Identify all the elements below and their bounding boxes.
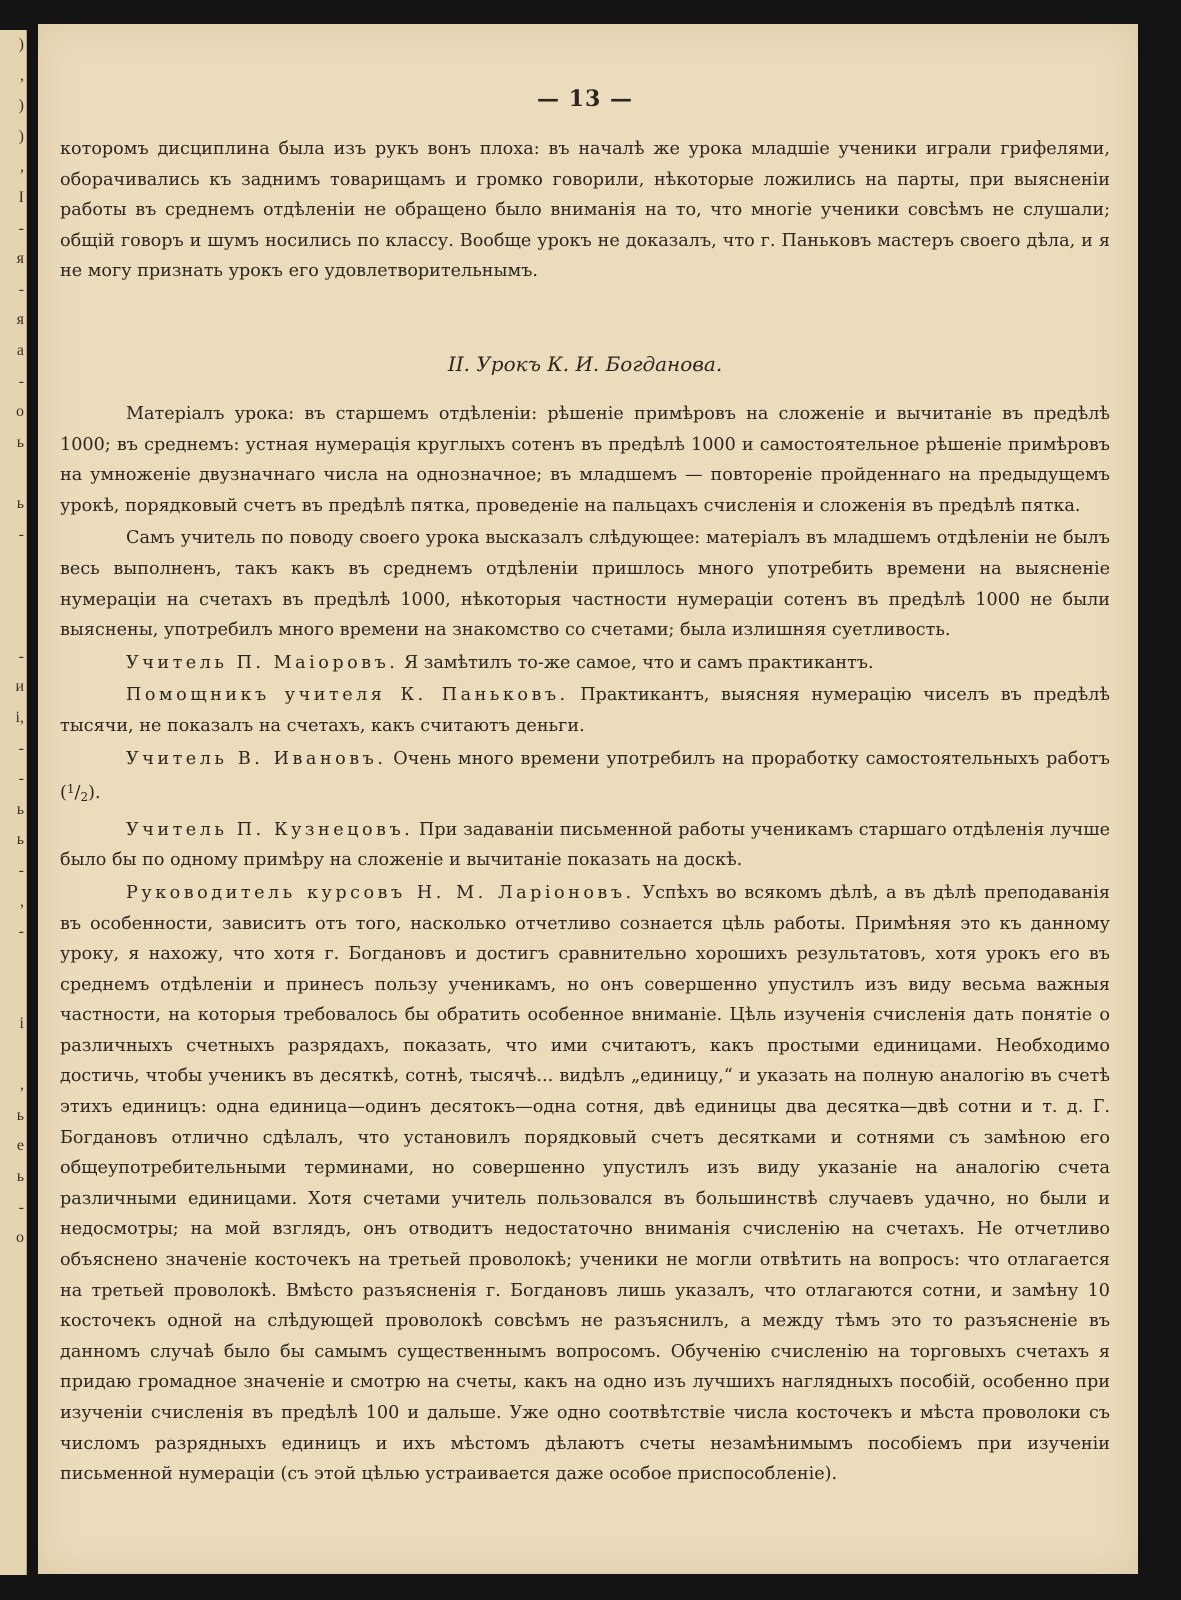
remark-text: Успѣхъ во всякомъ дѣлѣ, а въ дѣлѣ преподаванія въ особенности, зависитъ отъ того, насколько отчетливо сознается цѣль работы. Примѣняя это къ данному уроку, я нахожу, что хотя г. Богдановъ и достигъ сравнительно хорошихъ результатовъ, хотя урокъ его въ среднемъ отдѣленіи и принесъ пользу ученикамъ, но онъ совершенно упустилъ изъ виду весьма важныя частности, на которыя требовалось бы обратить особенное вниманіе. Цѣль изученія счисленія дать понятіе о различныхъ счетныхъ разрядахъ, показать, что ими считаютъ, какъ простыми единицами. Необходимо достичь, чтобы ученикъ въ десяткѣ, сотнѣ, тысячѣ... видѣлъ „единицу,“ и указать на полную аналогію въ счетѣ этихъ единицъ: одна единица—одинъ десятокъ—одна сотня, двѣ единицы два десятка—двѣ сотни и т. д. Г. Богдановъ отлично сдѣлалъ, что установилъ порядковый счетъ десятками и сотнями съ замѣною его общеупотребительными терминами, но совершенно упустилъ изъ виду указаніе на аналогію счета различными единицами. Хотя счетами учитель пользовался въ большинствѣ случаевъ удачно, но были и недосмотры; на мой взглядъ, онъ отводитъ недостаточно вниманія счисленію на счетахъ. Не отчетливо объяснено значеніе косточекъ на третьей проволокѣ; ученики не могли отвѣтить на вопросъ: что отлагается на третьей проволокѣ. Вмѣсто разъясненія г. Богдановъ лишь указалъ, что отлагаются сотни, и замѣну 10 косточекъ одной на слѣдующей проволокѣ совсѣмъ не разъяснилъ, а между тѣмъ это то разъясненіе въ данномъ случаѣ было бы самымъ существеннымъ вопросомъ. Обученію счисленію на торговыхъ счетахъ я придаю громадное значеніе и смотрю на счеты, какъ на одно изъ лучшихъ наглядныхъ пособій, особенно при изученіи счисленія въ предѣлѣ 100 и дальше. Уже одно соотвѣтствіе числа косточекъ и мѣста проволоки съ числомъ разрядныхъ единицъ и ихъ мѣстомъ дѣлаютъ счеты незамѣнимымъ пособіемъ при изученіи письменной нумераціи (съ этой цѣлью устраивается даже особое приспособленіе). <box>60 882 1110 1485</box>
remark-ivanov <box>60 744 1110 813</box>
section-title: II. Урокъ К. И. Богданова. <box>447 352 723 376</box>
edge-mark: , <box>20 66 24 84</box>
remark-text: Я замѣтилъ то-же самое, что и самъ практикантъ. <box>398 652 874 673</box>
edge-mark: - <box>18 647 24 665</box>
edge-mark: і <box>19 1015 24 1032</box>
page-number: — 13 — <box>537 86 633 112</box>
speaker-name: Учитель В. Ивановъ. <box>126 748 387 769</box>
edge-mark: - <box>18 862 24 880</box>
paragraph-material: Матеріалъ урока: въ старшемъ отдѣленіи: рѣшеніе примѣровъ на сложеніе и вычитаніе въ предѣлѣ 1000; въ среднемъ: устная нумерація круглыхъ сотенъ въ предѣлѣ 1000 и самостоятельное рѣшеніе примѣровъ на умноженіе двузначнаго числа на однозначное; въ младшемъ — повтореніе пройденнаго на предыдущемъ урокѣ, порядковый счетъ въ предѣлѣ пятка, проведеніе на пальцахъ счисленія и сложенія въ предѣлѣ пятка. <box>60 404 1110 516</box>
edge-mark: ь <box>16 433 24 451</box>
edge-mark: - <box>18 923 24 941</box>
edge-mark: - <box>18 525 24 543</box>
remark-tail: ). <box>88 783 101 804</box>
edge-mark: о <box>16 403 24 421</box>
remark-text: Практикантъ, выясняя нумерацію чиселъ въ предѣлѣ тысячи, не показалъ на счетахъ, какъ считаютъ деньги. <box>60 685 1110 736</box>
edge-mark: а <box>16 341 24 359</box>
adjacent-page-edge <box>0 30 27 1575</box>
speaker-name: Помощникъ учителя К. Паньковъ. <box>126 685 569 706</box>
edge-mark: я <box>16 250 24 268</box>
edge-mark <box>6 611 24 642</box>
remark-maiorov <box>60 648 1110 679</box>
edge-mark <box>6 550 24 581</box>
fraction-separator: / <box>74 783 81 804</box>
edge-mark: , <box>20 158 24 176</box>
edge-mark: - <box>18 1198 24 1216</box>
remark-kuznetsov <box>60 815 1110 876</box>
speaker-name: Учитель П. Кузнецовъ. <box>126 819 414 840</box>
edge-mark: ) <box>18 97 24 115</box>
remark-pankov <box>60 680 1110 741</box>
edge-mark: , <box>20 892 24 910</box>
edge-mark <box>6 458 24 489</box>
edge-mark: ь <box>16 800 24 818</box>
edge-mark: ь <box>16 494 24 512</box>
edge-mark: - <box>18 770 24 788</box>
edge-mark: ь <box>16 1167 24 1185</box>
edge-mark: I <box>18 188 24 206</box>
adjacent-page-marks <box>6 30 24 1575</box>
fraction-denominator: 2 <box>80 790 89 805</box>
remark-larionov <box>60 878 1110 1490</box>
edge-mark: я <box>16 311 24 329</box>
edge-mark <box>6 1040 24 1071</box>
edge-mark: - <box>18 739 24 757</box>
edge-mark: ) <box>18 36 24 53</box>
edge-mark: ь <box>16 1106 24 1124</box>
edge-mark <box>6 978 24 1009</box>
continued-paragraph: которомъ дисциплина была изъ рукъ вонъ плоха: въ началѣ же урока младшіе ученики играли грифелями, оборачивались къ заднимъ товарищамъ и громко говорили, нѣкоторые ложились на парты, при выясненіи работы въ среднемъ отдѣленіи не обращено было вниманія на то, что многіе ученики совсѣмъ не слушали; общій говоръ и шумъ носились по классу. Вообще урокъ не доказалъ, что г. Паньковъ мастеръ своего дѣла, и я не могу признать урокъ его удовлетворительнымъ. <box>60 139 1110 282</box>
edge-mark <box>6 581 24 612</box>
speaker-name: Учитель П. Маіоровъ. <box>126 652 399 673</box>
remark-text: При задаваніи письменной работы ученикамъ старшаго отдѣленія лучше было бы по одному примѣру на сложеніе и вычитаніе показать на доскѣ. <box>60 819 1110 871</box>
speaker-name: Руководитель курсовъ Н. М. Ларіоновъ. <box>126 882 635 903</box>
edge-mark: і, <box>15 709 24 727</box>
edge-mark: ) <box>18 127 24 145</box>
edge-mark: - <box>18 372 24 390</box>
book-page <box>38 24 1138 1574</box>
edge-mark: о <box>16 1229 24 1247</box>
edge-mark: е <box>16 1137 24 1155</box>
edge-mark: - <box>18 280 24 298</box>
remark-text: Очень много времени употребилъ на проработку самостоятельныхъ работъ ( <box>60 748 1110 804</box>
edge-mark: ь <box>16 831 24 849</box>
section-body <box>60 399 1110 1490</box>
edge-mark: , <box>20 1076 24 1094</box>
fraction-numerator: 1 <box>66 782 75 797</box>
paragraph-teacher-self: Самъ учитель по поводу своего урока высказалъ слѣдующее: матеріалъ въ младшемъ отдѣленіи не былъ весь выполненъ, такъ какъ въ среднемъ отдѣленіи пришлось много употребить времени на выясненіе нумераціи на счетахъ въ предѣлѣ 1000, нѣкоторыя частности нумераціи сотенъ въ предѣлѣ 1000 не были выяснены, употребилъ много времени на знакомство со счетами; была излишняя суетливость. <box>60 528 1110 641</box>
edge-mark: - <box>18 219 24 237</box>
edge-mark <box>6 948 24 979</box>
edge-mark: и <box>15 678 24 696</box>
